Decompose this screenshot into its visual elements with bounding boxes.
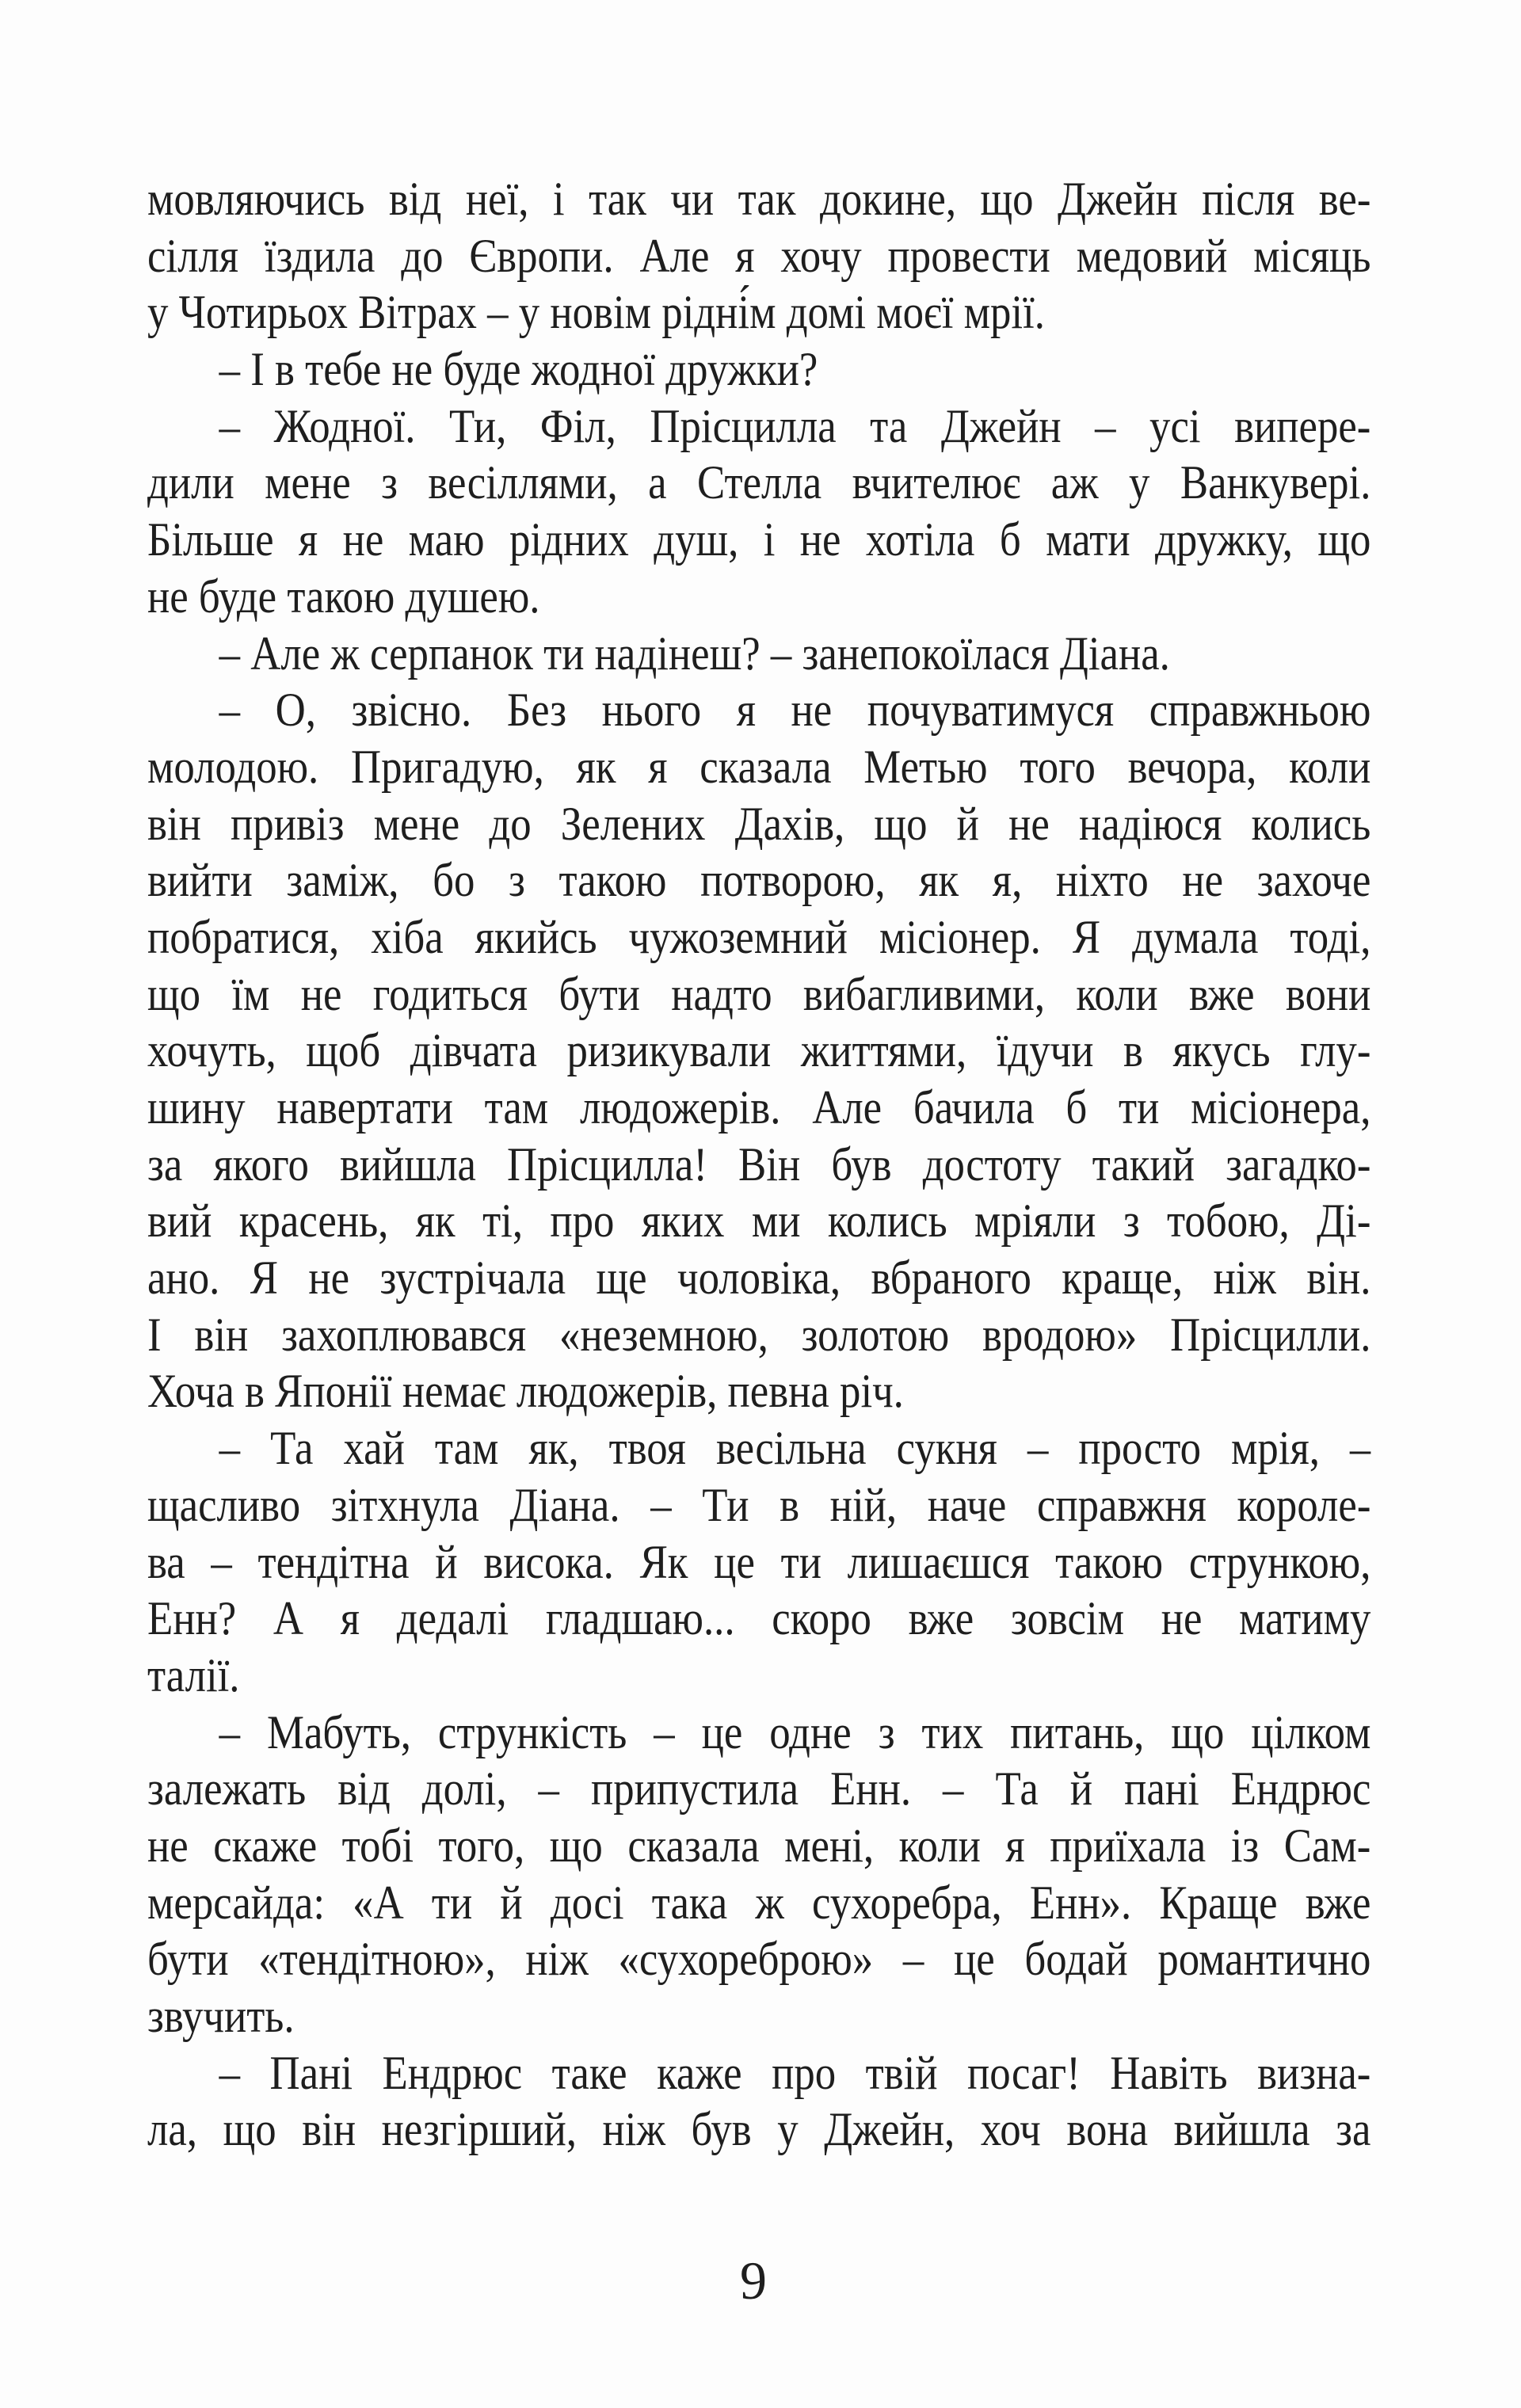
body-text xyxy=(147,171,1370,2158)
text-line: дили мене з весіллями, а Стелла вчителює аж у Ванкувері. xyxy=(147,456,1371,509)
text-line: вий красень, як ті, про яких ми колись мріяли з тобою, Ді- xyxy=(147,1194,1371,1248)
text-line: щасливо зітхнула Діана. – Ти в ній, наче справжня короле- xyxy=(147,1478,1371,1531)
text-line: – Жодної. Ти, Філ, Прісцилла та Джейн – усі випере- xyxy=(219,399,1371,452)
text-line: за якого вийшла Прісцилла! Він був достоту такий загадко- xyxy=(147,1137,1371,1191)
text-line: Більше я не маю рідних душ, і не хотіла б мати дружку, що xyxy=(147,513,1371,566)
text-line: побратися, хіба якийсь чужоземний місіонер. Я думала тоді, xyxy=(147,910,1371,963)
text-line: – Але ж серпанок ти надінеш? – занепокоїлася Діана. xyxy=(219,627,1170,680)
text-line: що їм не годиться бути надто вибагливими, коли вже вони xyxy=(147,967,1371,1020)
text-line: бути «тендітною», ніж «сухореброю» – це бодай романтично xyxy=(147,1933,1371,1986)
text-line: мовляючись від неї, і так чи так докине, що Джейн після ве- xyxy=(147,173,1371,225)
text-line: – І в тебе не буде жодної дружки? xyxy=(219,343,818,396)
text-line: І він захоплювався «неземною, золотою вродою» Прісцилли. xyxy=(147,1308,1371,1361)
text-line: хочуть, щоб дівчата ризикували життями, їдучи в якусь глу- xyxy=(147,1024,1371,1077)
text-line: мерсайда: «А ти й досі така ж сухоребра, Енн». Краще вже xyxy=(147,1876,1371,1929)
text-line: – О, звісно. Без нього я не почуватимуся справжньою xyxy=(219,684,1371,737)
text-line: вийти заміж, бо з такою потворою, як я, ніхто не захоче xyxy=(147,854,1371,907)
text-line: – Мабуть, стрункість – це одне з тих питань, що цілком xyxy=(219,1705,1371,1758)
page-number: 9 xyxy=(740,2250,767,2311)
text-line: сілля їздила до Європи. Але я хочу провести медовий місяць xyxy=(147,229,1371,282)
text-line: звучить. xyxy=(147,1990,295,2042)
text-line: – Та хай там як, твоя весільна сукня – просто мрія, – xyxy=(219,1422,1371,1475)
text-line: ла, що він незгірший, ніж був у Джейн, хоч вона вийшла за xyxy=(147,2103,1371,2156)
text-line: не скаже тобі того, що сказала мені, коли я приїхала із Сам- xyxy=(147,1819,1371,1872)
text-line: ано. Я не зустрічала ще чоловіка, вбраного краще, ніж він. xyxy=(147,1252,1371,1305)
text-line: Хоча в Японії немає людожерів, певна річ. xyxy=(147,1365,904,1418)
text-line: ва – тендітна й висока. Як це ти лишаєшся такою стрункою, xyxy=(147,1535,1371,1588)
text-line: шину навертати там людожерів. Але бачила б ти місіонера, xyxy=(147,1081,1371,1134)
text-line: у Чотирьох Вітрах – у новім рідні́м домі моєї мрії. xyxy=(147,286,1045,339)
text-line: не буде такою душею. xyxy=(147,570,540,623)
text-line: він привіз мене до Зелених Дахів, що й не надіюся колись xyxy=(147,797,1371,850)
text-line: молодою. Пригадую, як я сказала Метью того вечора, коли xyxy=(147,740,1371,793)
text-line: Енн? А я дедалі гладшаю... скоро вже зовсім не матиму xyxy=(147,1592,1371,1645)
text-line: – Пані Ендрюс таке каже про твій посаг! Навіть визна- xyxy=(219,2046,1371,2099)
text-line: залежать від долі, – припустила Енн. – Та й пані Ендрюс xyxy=(147,1762,1371,1816)
text-line: талії. xyxy=(147,1648,240,1701)
